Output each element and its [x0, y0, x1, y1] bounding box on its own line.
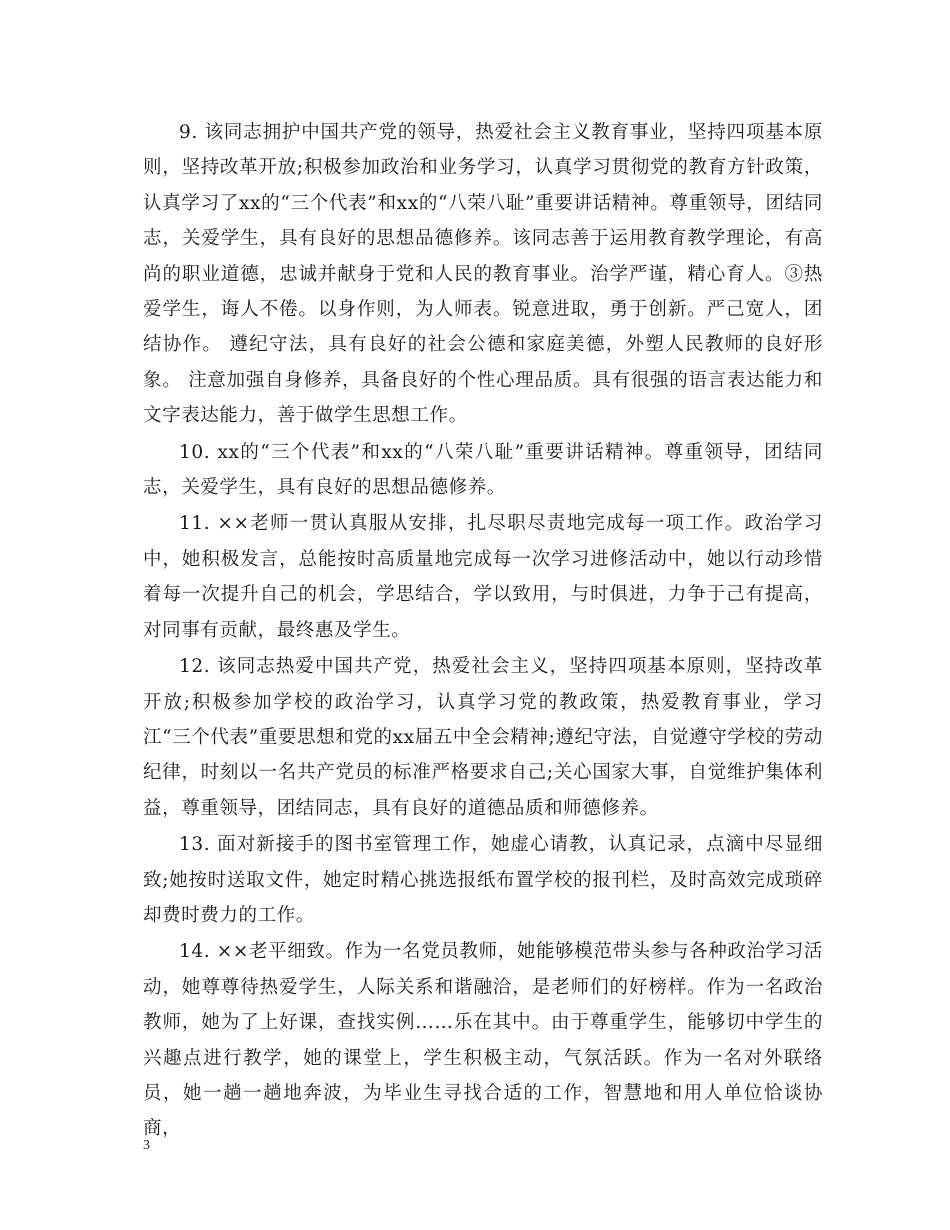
paragraph-10: 10. xx的“三个代表”和xx的“八荣八耻”重要讲话精神。尊重领导，团结同志，关爱学生，具有良好的思想品德修养。	[143, 441, 823, 499]
paragraph-9: 9. 该同志拥护中国共产党的领导，热爱社会主义教育事业，坚持四项基本原则，坚持改革开放;积极参加政治和业务学习，认真学习贯彻党的教育方针政策，认真学习了xx的“三个代表”和xx的“八荣八耻”重要讲话精神。尊重领导，团结同志，关爱学生，具有良好的思想品德修养。该同志善于运用教育教学理论，有高尚的职业道德，忠诚并献身于党和人民的教育事业。治学严谨，精心育人。③热爱学生，诲人不倦。以身作则，为人师表。锐意进取，勇于创新。严己宽人，团结协作。 遵纪守法，具有良好的社会公德和家庭美德，外塑人民教师的良好形象。 注意加强自身修养，具备良好的个性心理品质。具有很强的语言表达能力和文字表达能力，善于做学生思想工作。	[143, 122, 823, 427]
paragraph-13: 13. 面对新接手的图书室管理工作，她虚心请教，认真记录，点滴中尽显细致;她按时送取文件，她定时精心挑选报纸布置学校的报刊栏，及时高效完成琐碎却费时费力的工作。	[143, 834, 823, 926]
paragraph-14: 14. ××老平细致。作为一名党员教师，她能够模范带头参与各种政治学习活动，她尊尊待热爱学生，人际关系和谐融洽，是老师们的好榜样。作为一名政治教师，她为了上好课，查找实例……乐在其中。由于尊重学生，能够切中学生的兴趣点进行教学，她的课堂上，学生积极主动，气氛活跃。作为一名对外联络员，她一趟一趟地奔波，为毕业生寻找合适的工作，智慧地和用人单位恰谈协商，	[143, 941, 823, 1140]
paragraph-12: 12. 该同志热爱中国共产党，热爱社会主义，坚持四项基本原则，坚持改革开放;积极参加学校的政治学习，认真学习党的教政策，热爱教育事业，学习江“三个代表”重要思想和党的xx届五中全会精神;遵纪守法，自觉遵守学校的劳动纪律，时刻以一名共产党员的标准严格要求自己;关心国家大事，自觉维护集体利益，尊重领导，团结同志，具有良好的道德品质和师德修养。	[143, 656, 823, 819]
paragraph-11: 11. ××老师一贯认真服从安排，扎尽职尽责地完成每一项工作。政治学习中，她积极发言，总能按时高质量地完成每一次学习进修活动中，她以行动珍惜着每一次提升自己的机会，学思结合，学以致用，与时俱进，力争于己有提高，对同事有贡献，最终惠及学生。	[143, 513, 823, 641]
document-body	[143, 115, 823, 1148]
page-number: 3	[143, 1138, 150, 1153]
